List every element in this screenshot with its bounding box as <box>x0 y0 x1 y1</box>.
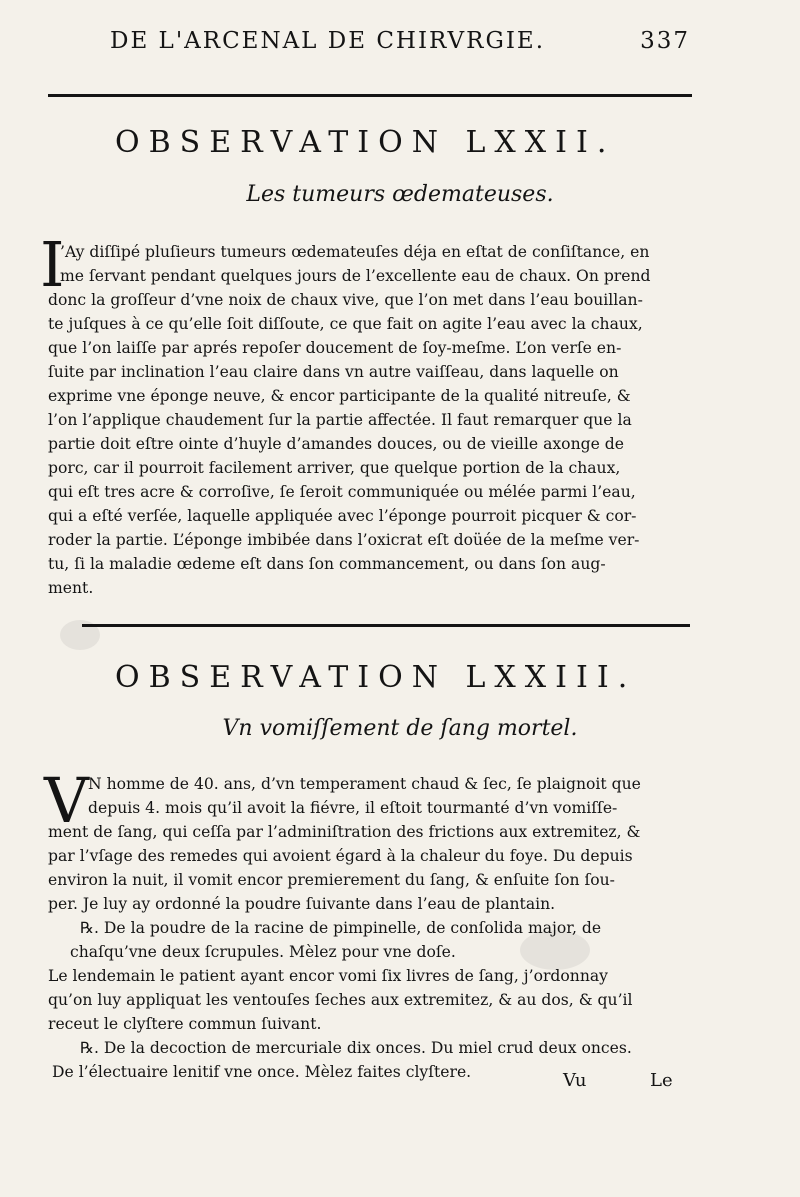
running-title: DE L'ARCENAL DE CHIRVRGIE. <box>110 28 546 54</box>
observation-body <box>48 240 688 600</box>
page-number: 337 <box>640 28 690 54</box>
text-line: chaſqu’vne deux ſcrupules. Mèlez pour vne doſe. <box>70 943 456 961</box>
text-line: que l’on laiſſe par aprés repoſer doucement de ſoy-meſme. L’on verſe en- <box>48 339 622 357</box>
header-rule <box>48 94 692 97</box>
observation-subtitle: Vn vomiſſement de ſang mortel. <box>222 716 578 741</box>
text-line: ment. <box>48 579 94 597</box>
text-line: environ la nuit, il vomit encor premierement du ſang, & enſuite ſon ſou- <box>48 871 615 889</box>
text-line: per. Je luy ay ordonné la poudre ſuivante dans l’eau de plantain. <box>48 895 556 913</box>
text-line: De l’électuaire lenitif vne once. Mèlez faites clyſtere. <box>52 1063 472 1081</box>
drop-cap: I <box>40 228 65 301</box>
text-line: N homme de 40. ans, d’vn temperament chaud & ſec, ſe plaignoit que <box>88 775 641 793</box>
text-line: depuis 4. mois qu’il avoit la fiévre, il eſtoit tourmanté d’vn vomiſſe- <box>88 799 618 817</box>
text-line: par l’vſage des remedes qui avoient égard à la chaleur du foye. Du depuis <box>48 847 633 865</box>
observation-body <box>48 772 688 1084</box>
text-line: donc la groſſeur d’vne noix de chaux vive, que l’on met dans l’eau bouillan- <box>48 291 643 309</box>
observation-title: OBSERVATION LXXII. <box>115 125 616 160</box>
catchword-right: Le <box>650 1070 673 1091</box>
text-line: qui a eſté verſée, laquelle appliquée avec l’éponge pourroit picquer & cor- <box>48 507 637 525</box>
text-line: me ſervant pendant quelques jours de l’excellente eau de chaux. On prend <box>60 267 651 285</box>
text-line: roder la partie. L’éponge imbibée dans l’oxicrat eſt doüée de la meſme ver- <box>48 531 640 549</box>
text-line: partie doit eſtre ointe d’huyle d’amandes douces, ou de vieille axonge de <box>48 435 624 453</box>
text-line: receut le clyſtere commun ſuivant. <box>48 1015 322 1033</box>
text-line: qui eſt tres acre & corroſive, ſe ſeroit communiquée ou mélée parmi l’eau, <box>48 483 636 501</box>
text-line: ment de ſang, qui ceſſa par l’adminiſtration des frictions aux extremitez, & <box>48 823 641 841</box>
text-line: l’on l’applique chaudement ſur la partie affectée. Il faut remarquer que la <box>48 411 632 429</box>
section-rule <box>82 624 690 627</box>
text-line: exprime vne éponge neuve, & encor participante de la qualité nitreuſe, & <box>48 387 631 405</box>
text-line: ℞. De la decoction de mercuriale dix onces. Du miel crud deux onces. <box>80 1039 632 1057</box>
observation-subtitle: Les tumeurs œdemateuses. <box>246 182 554 207</box>
text-line: ℞. De la poudre de la racine de pimpinelle, de conſolida major, de <box>80 919 602 937</box>
text-line: ſuite par inclination l’eau claire dans vn autre vaiſſeau, dans laquelle on <box>48 363 619 381</box>
text-line: porc, car il pourroit facilement arriver, que quelque portion de la chaux, <box>48 459 621 477</box>
observation-title: OBSERVATION LXXIII. <box>115 660 637 695</box>
text-line: te juſques à ce qu’elle ſoit diſſoute, ce que fait on agite l’eau avec la chaux, <box>48 315 643 333</box>
drop-cap: V <box>44 764 89 837</box>
catchword-left: Vu <box>563 1070 587 1091</box>
text-line: qu’on luy appliquat les ventouſes ſeches aux extremitez, & au dos, & qu’il <box>48 991 633 1009</box>
text-line: tu, ſi la maladie œdeme eſt dans ſon commancement, ou dans ſon aug- <box>48 555 606 573</box>
text-line: ’Ay diſſipé pluſieurs tumeurs œdemateuſes déja en eſtat de conſiſtance, en <box>60 243 650 261</box>
text-line: Le lendemain le patient ayant encor vomi ſix livres de ſang, j’ordonnay <box>48 967 608 985</box>
